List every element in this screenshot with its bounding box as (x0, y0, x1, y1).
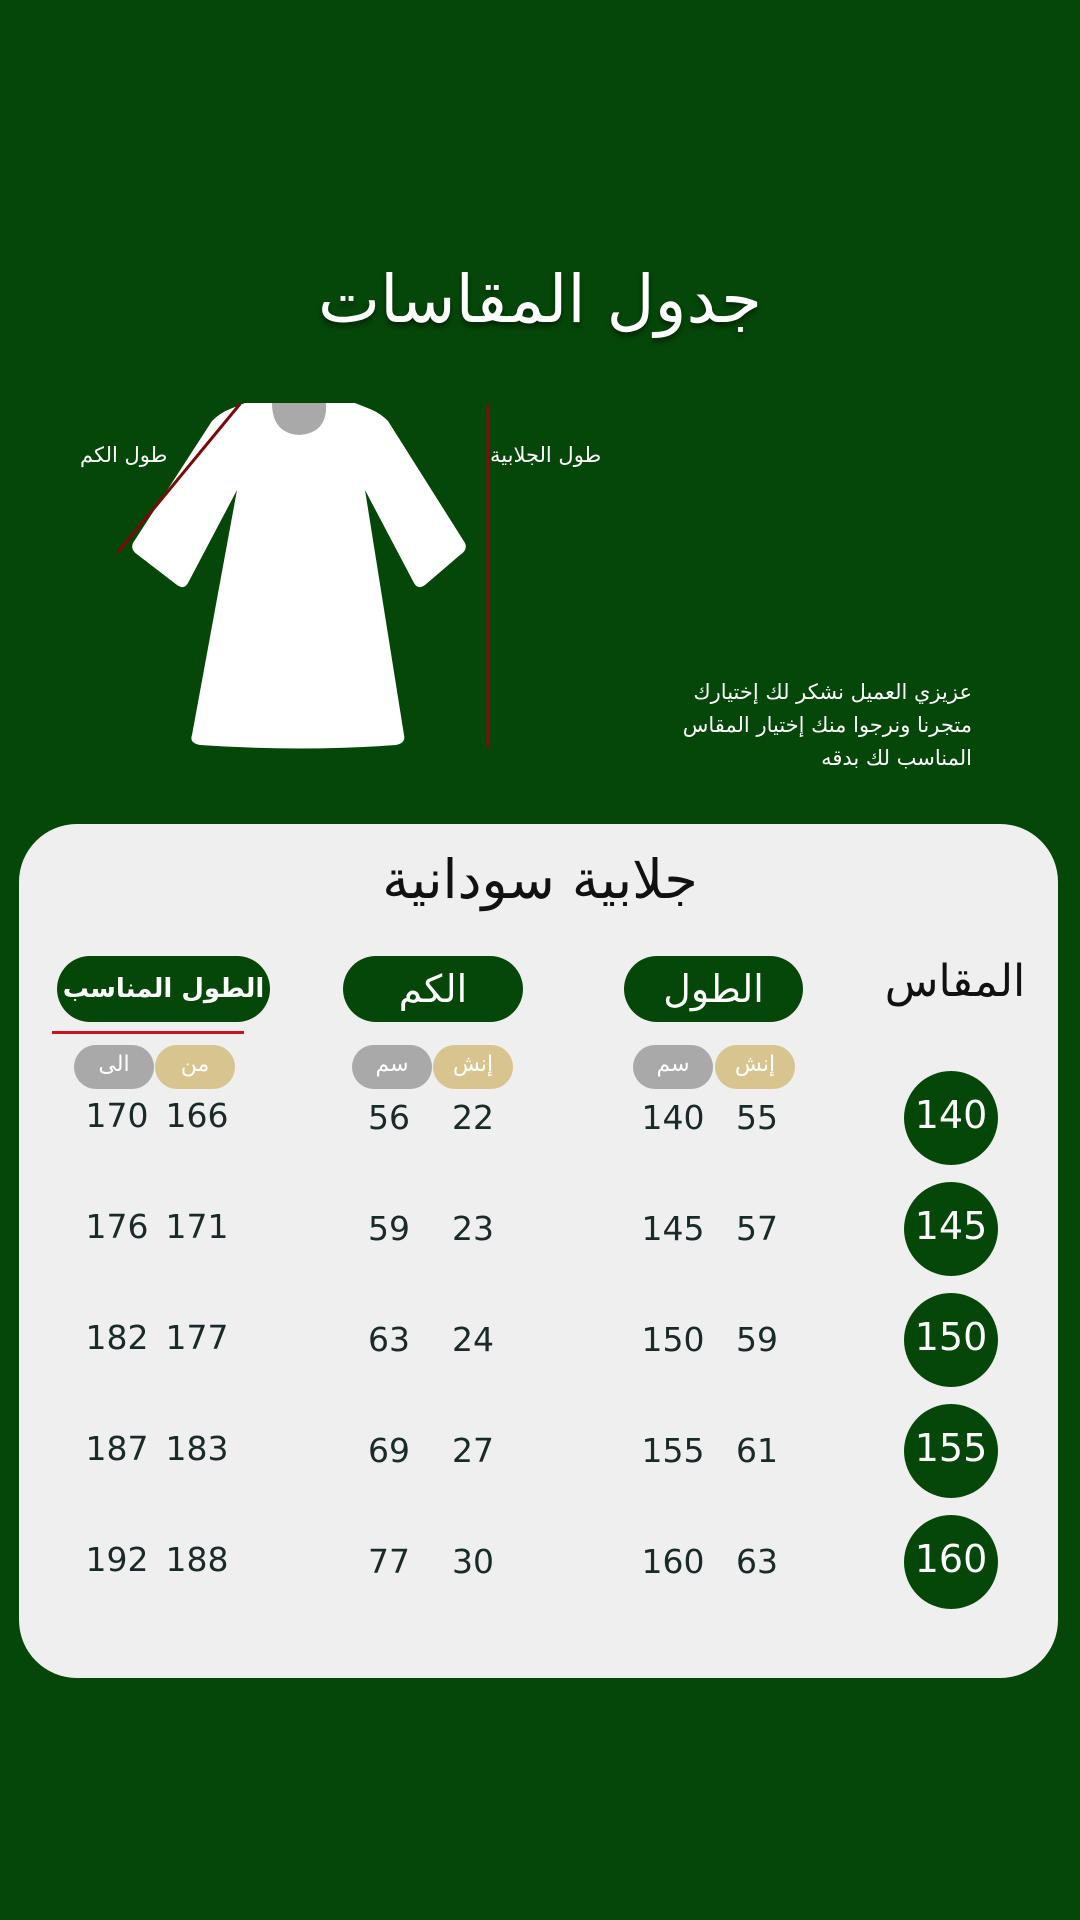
fit-to-value: 170 (85, 1096, 149, 1135)
fit-to-value: 176 (85, 1207, 149, 1246)
sleeve-inch-value: 23 (452, 1209, 494, 1248)
size-badge: 150 (904, 1293, 998, 1387)
sleeve-inch-chip: إنش (433, 1045, 513, 1089)
sleeve-inch-value: 27 (452, 1431, 494, 1470)
card-title: جلابية سودانية (382, 848, 698, 911)
fit-header-underline (52, 1031, 244, 1034)
length-inch-value: 57 (736, 1209, 778, 1248)
fit-to-chip: الى (74, 1045, 154, 1089)
sleeve-cm-value: 63 (368, 1320, 410, 1359)
garment-length-label: طول الجلابية (490, 443, 602, 467)
sleeve-cm-value: 56 (368, 1098, 410, 1137)
fit-from-value: 171 (165, 1207, 229, 1246)
length-inch-value: 55 (736, 1098, 778, 1137)
fit-from-value: 188 (165, 1540, 229, 1579)
fit-from-chip: من (155, 1045, 235, 1089)
fit-from-value: 177 (165, 1318, 229, 1357)
page-title: جدول المقاسات (318, 261, 762, 338)
size-badge: 155 (904, 1404, 998, 1498)
size-badge: 160 (904, 1515, 998, 1609)
sleeve-inch-value: 22 (452, 1098, 494, 1137)
fit-from-value: 166 (165, 1096, 229, 1135)
sleeve-column-header: الكم (343, 956, 523, 1022)
fit-to-value: 187 (85, 1429, 149, 1468)
sleeve-inch-value: 30 (452, 1542, 494, 1581)
sleeve-cm-value: 59 (368, 1209, 410, 1248)
fit-length-column-header: الطول المناسب (57, 956, 270, 1022)
fit-to-value: 182 (85, 1318, 149, 1357)
sleeve-cm-chip: سم (352, 1045, 432, 1089)
length-cm-chip: سم (633, 1045, 713, 1089)
intro-line: متجرنا ونرجوا منك إختيار المقاس (682, 713, 972, 737)
length-inch-value: 61 (736, 1431, 778, 1470)
fit-from-value: 183 (165, 1429, 229, 1468)
intro-line: عزيزي العميل نشكر لك إختيارك (693, 680, 972, 704)
size-badge: 145 (904, 1182, 998, 1276)
length-cm-value: 160 (641, 1542, 705, 1581)
length-inch-value: 63 (736, 1542, 778, 1581)
garment-shape (132, 403, 466, 749)
length-cm-value: 145 (641, 1209, 705, 1248)
length-inch-chip: إنش (715, 1045, 795, 1089)
length-inch-value: 59 (736, 1320, 778, 1359)
sleeve-cm-value: 69 (368, 1431, 410, 1470)
intro-line: المناسب لك بدقه (821, 746, 972, 770)
sleeve-length-label: طول الكم (80, 443, 168, 467)
length-cm-value: 140 (641, 1098, 705, 1137)
size-badge: 140 (904, 1071, 998, 1165)
length-cm-value: 150 (641, 1320, 705, 1359)
fit-to-value: 192 (85, 1540, 149, 1579)
sleeve-cm-value: 77 (368, 1542, 410, 1581)
length-column-header: الطول (624, 956, 803, 1022)
length-cm-value: 155 (641, 1431, 705, 1470)
sleeve-inch-value: 24 (452, 1320, 494, 1359)
intro-text (612, 676, 972, 775)
size-column-header: المقاس (884, 956, 1026, 1007)
